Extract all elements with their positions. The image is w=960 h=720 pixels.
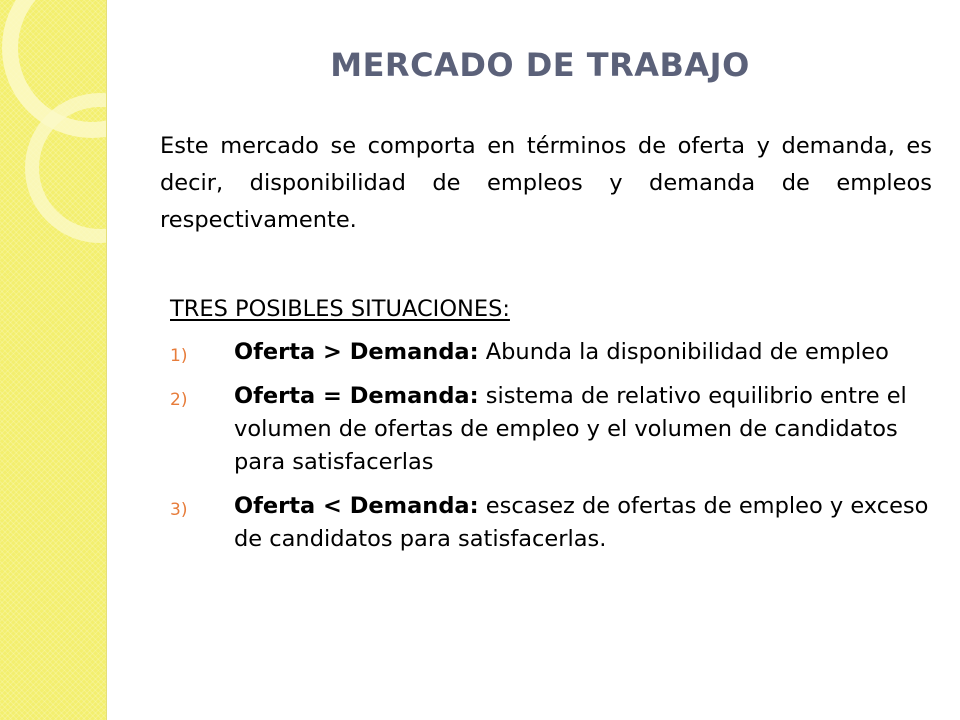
list-item-number: 3) [170,500,188,520]
list-item-text: sistema de relativo equilibrio entre el volumen de ofertas de empleo y el volumen de candidatos para satisfacerlas [234,383,907,475]
list-item-text: Abunda la disponibilidad de empleo [478,339,889,365]
slide-title: MERCADO DE TRABAJO [330,46,750,84]
situations-list [170,336,930,567]
list-item [170,336,930,369]
list-item-text: escasez de ofertas de empleo y exceso de candidatos para satisfacerlas. [234,493,929,552]
list-item [170,490,930,556]
list-item-lead: Oferta = Demanda: [234,383,479,409]
list-item-number: 1) [170,346,188,366]
intro-paragraph: Este mercado se comporta en términos de oferta y demanda, es decir, disponibilidad de empleos y demanda de empleos respectivamente. [160,133,932,233]
decorative-circles [0,0,106,720]
list-item-lead: Oferta > Demanda: [234,339,479,365]
list-item-lead: Oferta < Demanda: [234,493,479,519]
list-item-number: 2) [170,390,188,410]
situations-heading: TRES POSIBLES SITUACIONES: [170,296,510,322]
list-item [170,380,930,479]
